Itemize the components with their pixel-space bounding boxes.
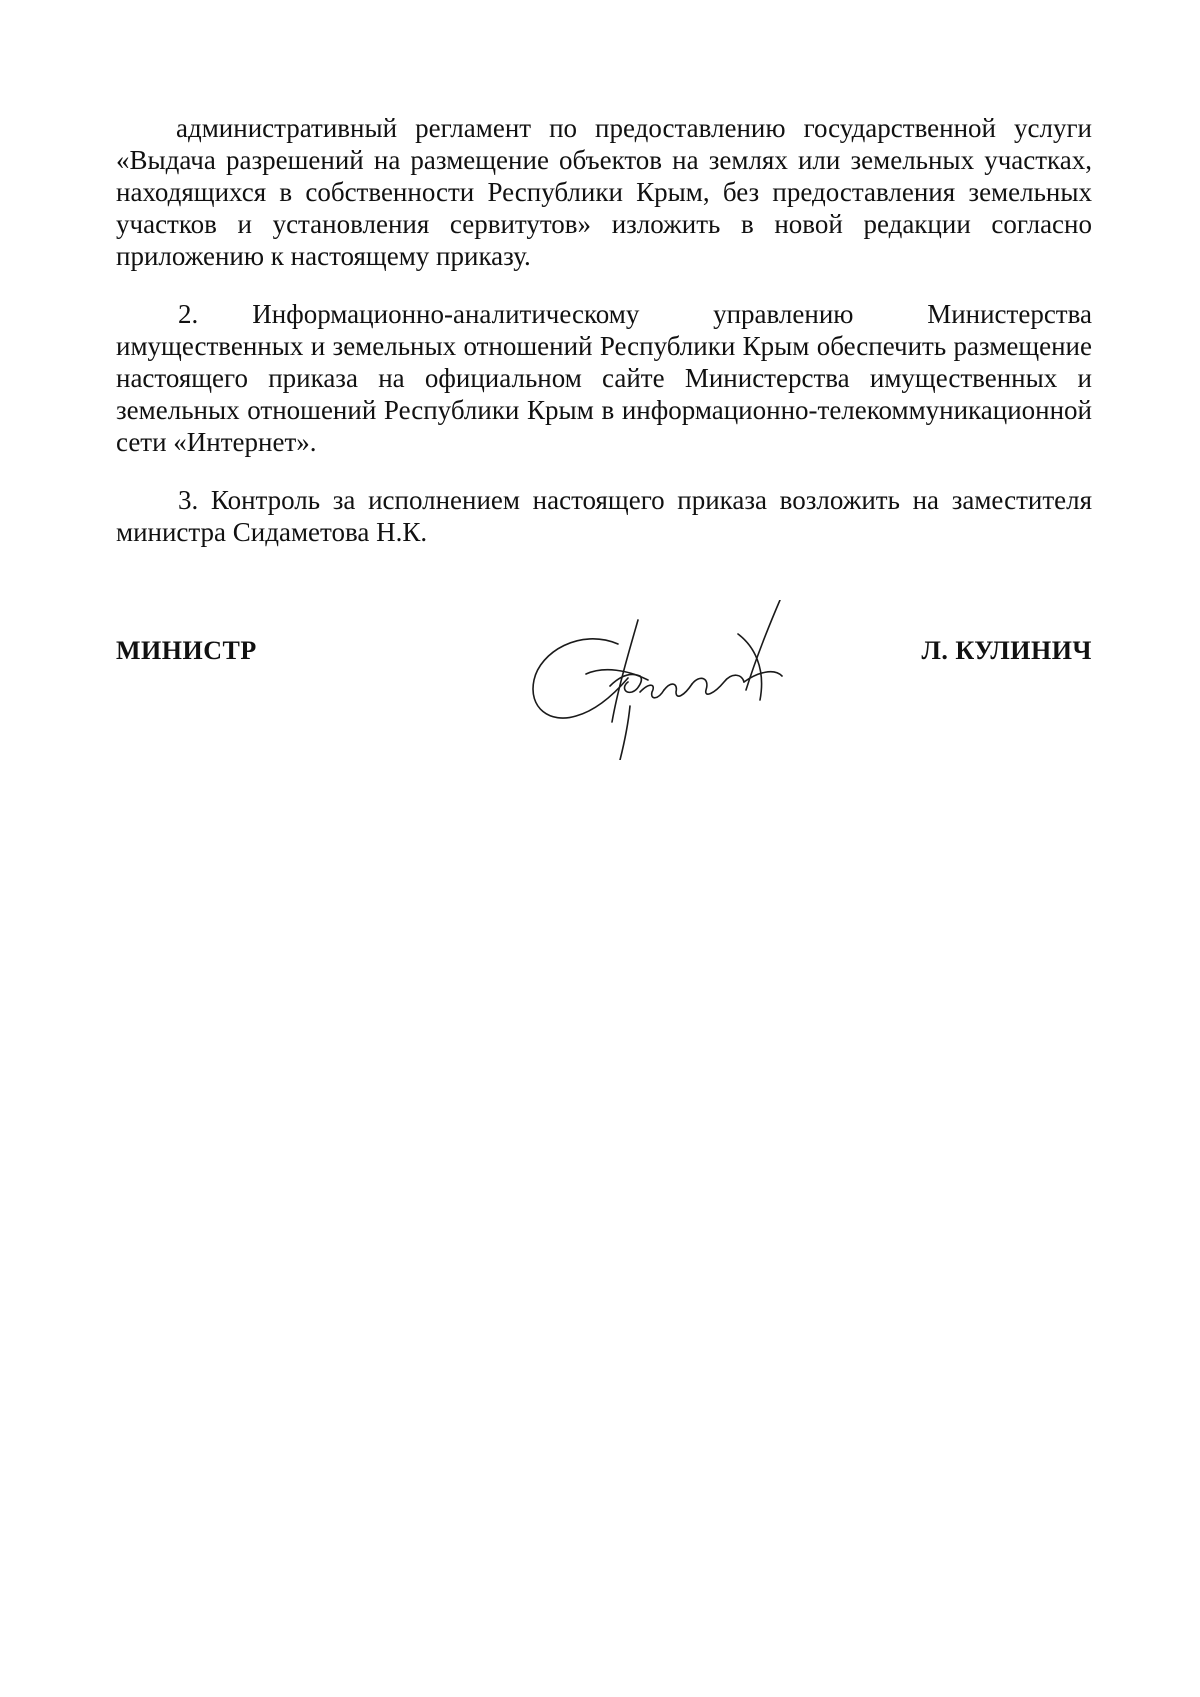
signer-role: МИНИСТР <box>116 636 257 665</box>
paragraph-regulation-amendment: административный регламент по предоставлению государственной услуги «Выдача разрешений на размещение объектов на землях или земельных участках, находящихся в собственности Республики Крым, без предоставления земельных участков и установления сервитутов» изложить в новой редакции согласно приложению к настоящему приказу. <box>116 113 1092 271</box>
signature-block <box>116 600 1092 760</box>
document-body <box>116 112 1092 548</box>
paragraph-item-2: 2. Информационно-аналитическому управлению Министерства имущественных и земельных отношений Республики Крым обеспечить размещение настоящего приказа на официальном сайте Министерства имущественных и земельных отношений Республики Крым в информационно-телекоммуникационной сети «Интернет». <box>116 299 1092 457</box>
signer-name: Л. КУЛИНИЧ <box>921 636 1092 665</box>
paragraph-item-3: 3. Контроль за исполнением настоящего приказа возложить на заместителя министра Сидаметова Н.К. <box>116 485 1092 547</box>
handwritten-signature-icon <box>532 600 822 760</box>
